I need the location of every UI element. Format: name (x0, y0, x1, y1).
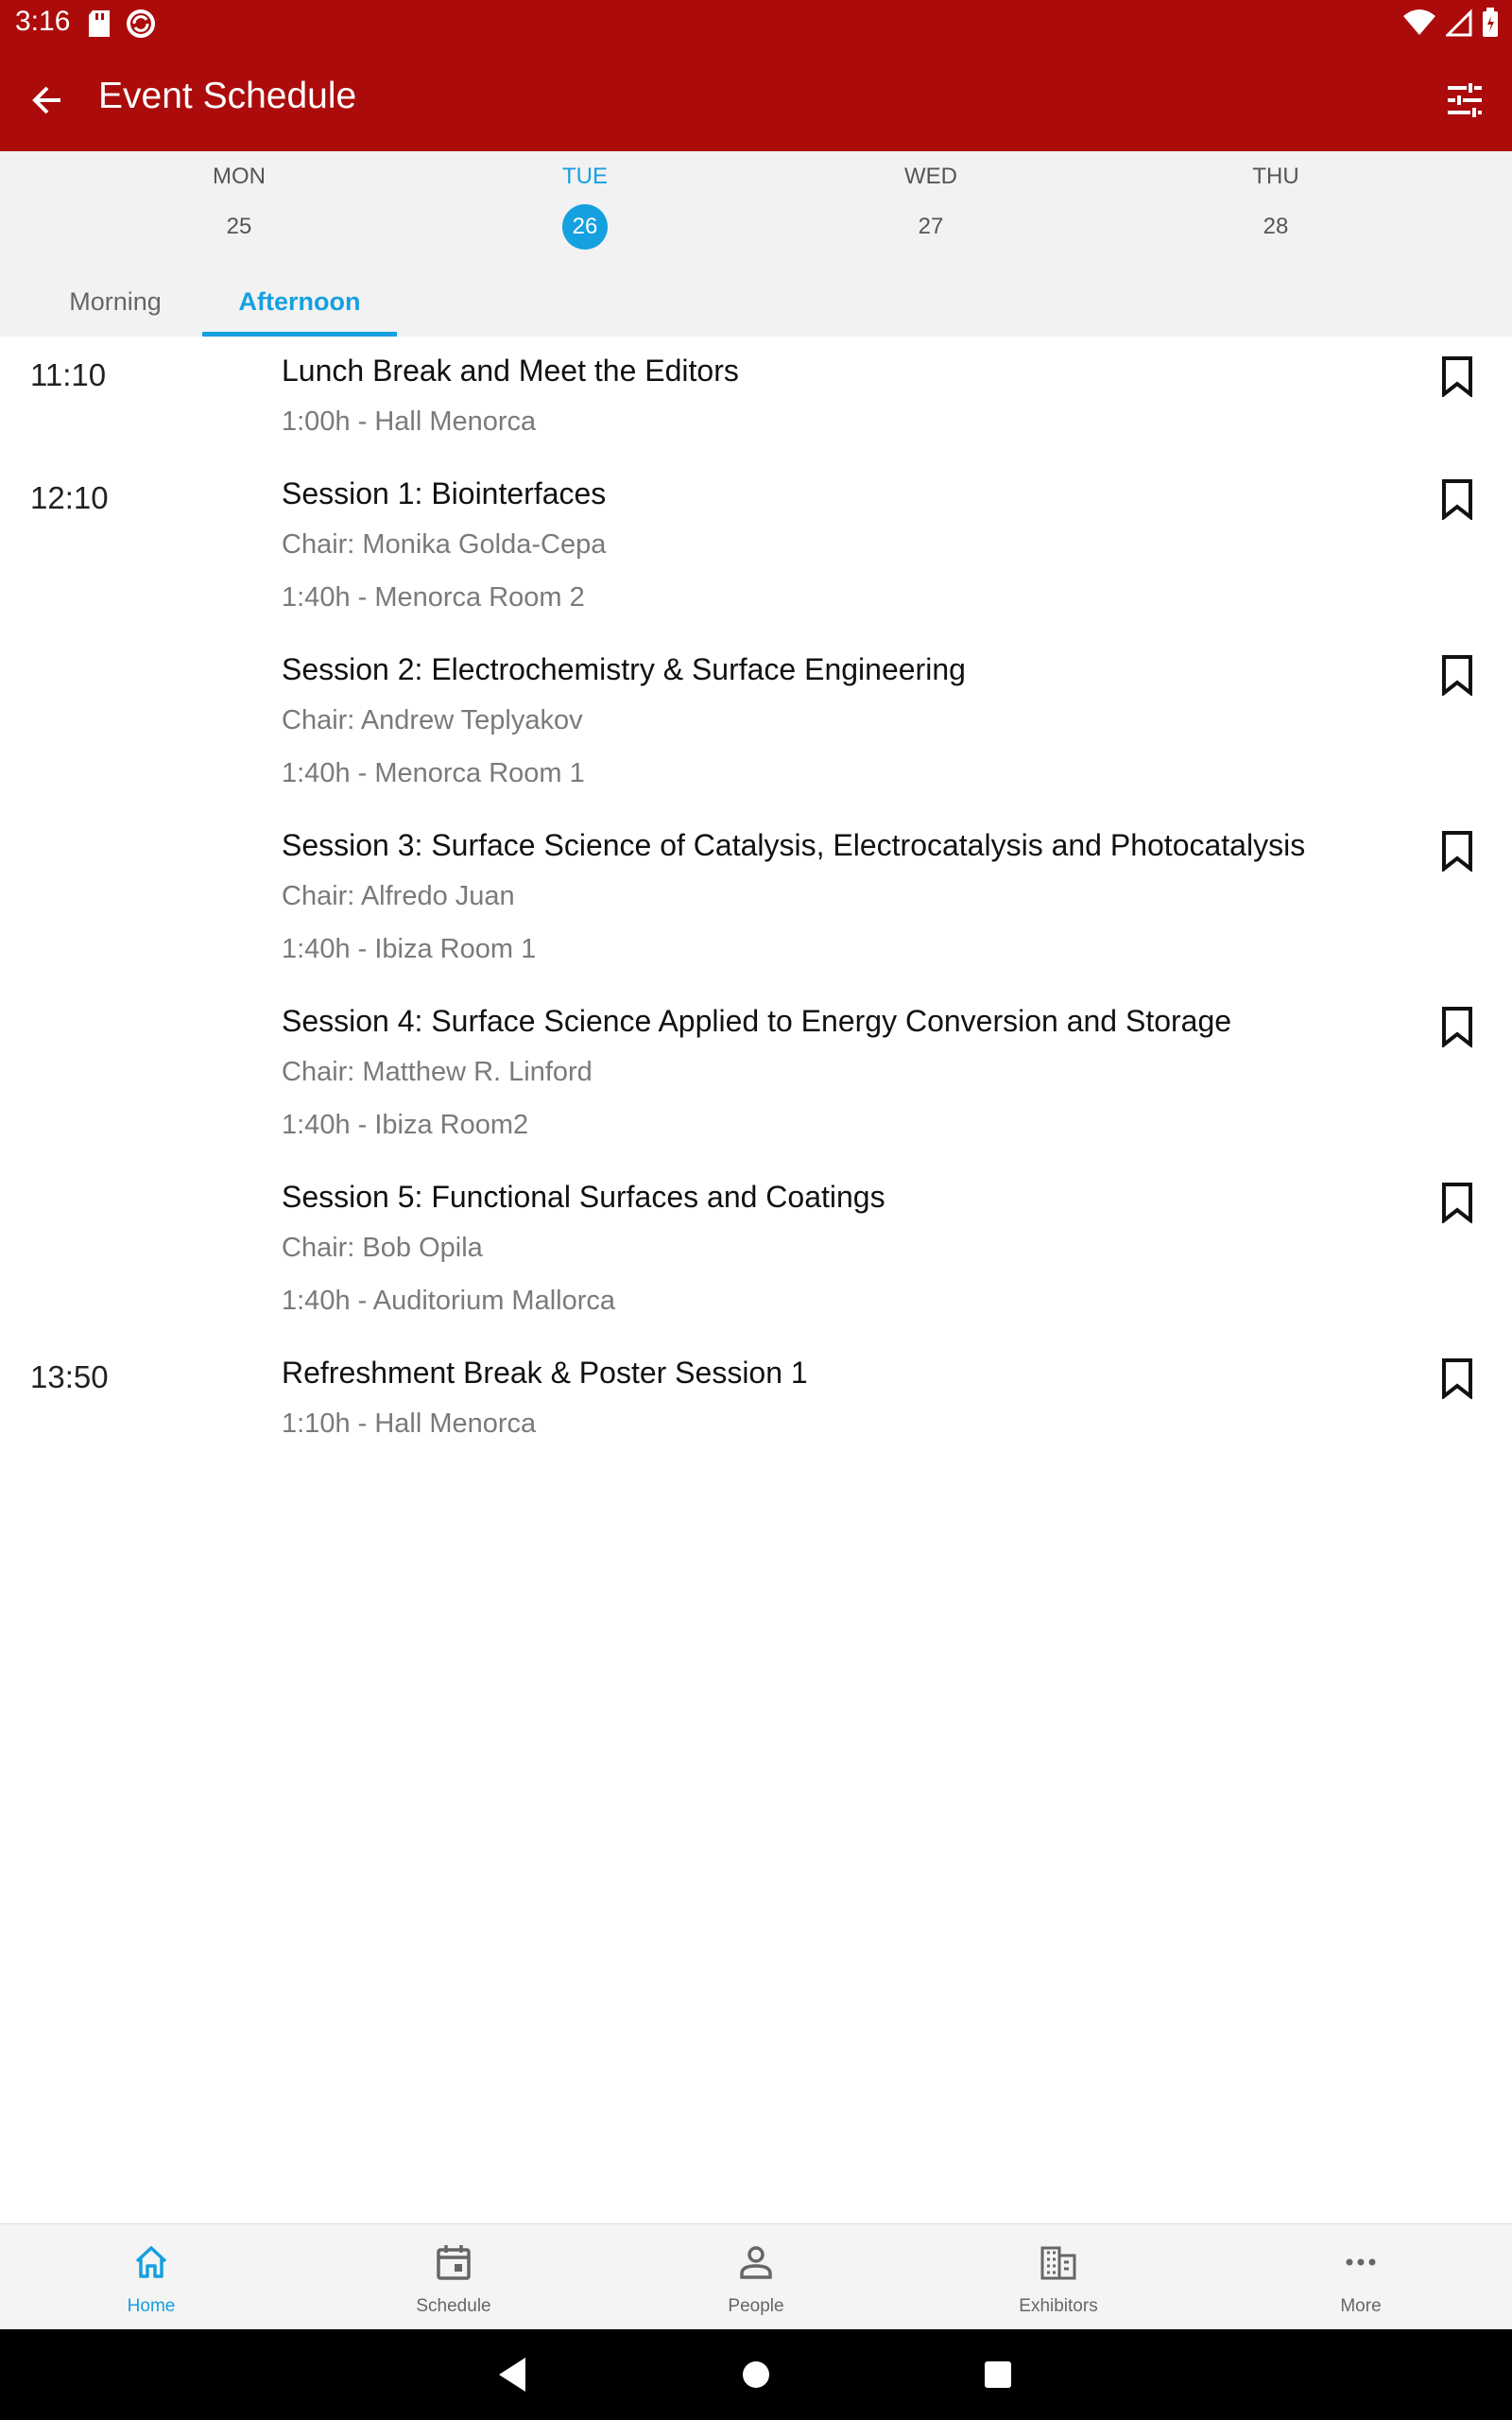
home-icon (132, 2243, 170, 2281)
session-detail: 1:40h - Menorca Room 1 (282, 758, 585, 788)
session-chair: Chair: Matthew R. Linford (282, 1057, 593, 1087)
page-title: Event Schedule (98, 76, 357, 116)
session-chair: Chair: Andrew Teplyakov (282, 705, 583, 735)
nav-home[interactable]: Home (0, 2224, 302, 2330)
nav-exhibitors[interactable]: Exhibitors (907, 2224, 1210, 2330)
status-time: 3:16 (15, 6, 71, 37)
tab-morning[interactable]: Morning (69, 287, 162, 316)
bottom-nav (0, 2223, 1512, 2329)
battery-icon (1482, 8, 1499, 38)
session-detail: 1:40h - Ibiza Room2 (282, 1110, 529, 1140)
session-detail: 1:40h - Auditorium Mallorca (282, 1286, 615, 1316)
app-bar (0, 49, 1512, 151)
sd-card-icon (87, 9, 112, 38)
nav-more[interactable]: More (1210, 2224, 1512, 2330)
session-chair: Chair: Monika Golda-Cepa (282, 529, 607, 560)
session-title: Session 3: Surface Science of Catalysis, Electrocatalysis and Photocatalysis (282, 828, 1306, 862)
bookmark-icon[interactable] (1440, 1357, 1474, 1399)
status-bar (0, 0, 1512, 49)
bookmark-icon[interactable] (1440, 478, 1474, 520)
tab-afternoon[interactable]: Afternoon (202, 255, 397, 337)
day-mon[interactable]: MON 25 (213, 164, 266, 239)
home-circle-icon[interactable] (733, 2352, 779, 2397)
session-detail: 1:00h - Hall Menorca (282, 406, 537, 437)
session-detail: 1:10h - Hall Menorca (282, 1409, 537, 1439)
calendar-icon (435, 2243, 472, 2281)
bookmark-icon[interactable] (1440, 830, 1474, 872)
session-time: 11:10 (30, 357, 107, 392)
bookmark-icon[interactable] (1440, 355, 1474, 397)
more-icon (1342, 2243, 1380, 2281)
tune-icon (1446, 81, 1484, 119)
session-time: 13:50 (30, 1359, 109, 1394)
day-thu[interactable]: THU 28 (1252, 164, 1299, 239)
session-title: Session 5: Functional Surfaces and Coatings (282, 1180, 885, 1214)
session-title: Session 1: Biointerfaces (282, 476, 607, 510)
filter-button[interactable] (1438, 74, 1491, 127)
signal-icon (1446, 9, 1472, 37)
back-triangle-icon[interactable] (490, 2352, 535, 2397)
session-title: Session 2: Electrochemistry & Surface Engineering (282, 652, 966, 686)
wifi-icon (1402, 9, 1436, 37)
person-icon (737, 2243, 775, 2281)
nav-schedule[interactable]: Schedule (302, 2224, 605, 2330)
session-title: Session 4: Surface Science Applied to Energy Conversion and Storage (282, 1004, 1232, 1038)
recents-square-icon[interactable] (975, 2352, 1021, 2397)
session-chair: Chair: Bob Opila (282, 1233, 483, 1263)
arrow-left-icon (30, 83, 64, 117)
system-nav-bar (0, 2329, 1512, 2420)
session-detail: 1:40h - Menorca Room 2 (282, 582, 585, 613)
nav-people[interactable]: People (605, 2224, 907, 2330)
session-title: Refreshment Break & Poster Session 1 (282, 1356, 808, 1390)
back-button[interactable] (21, 74, 74, 127)
session-chair: Chair: Alfredo Juan (282, 881, 515, 911)
building-icon (1040, 2243, 1077, 2281)
bookmark-icon[interactable] (1440, 654, 1474, 696)
bookmark-icon[interactable] (1440, 1006, 1474, 1047)
day-wed[interactable]: WED 27 (904, 164, 957, 239)
session-title: Lunch Break and Meet the Editors (282, 354, 739, 388)
bookmark-icon[interactable] (1440, 1182, 1474, 1223)
sync-icon (125, 8, 157, 40)
day-tue[interactable]: TUE 26 (509, 163, 661, 250)
session-time: 12:10 (30, 480, 109, 515)
session-detail: 1:40h - Ibiza Room 1 (282, 934, 537, 964)
